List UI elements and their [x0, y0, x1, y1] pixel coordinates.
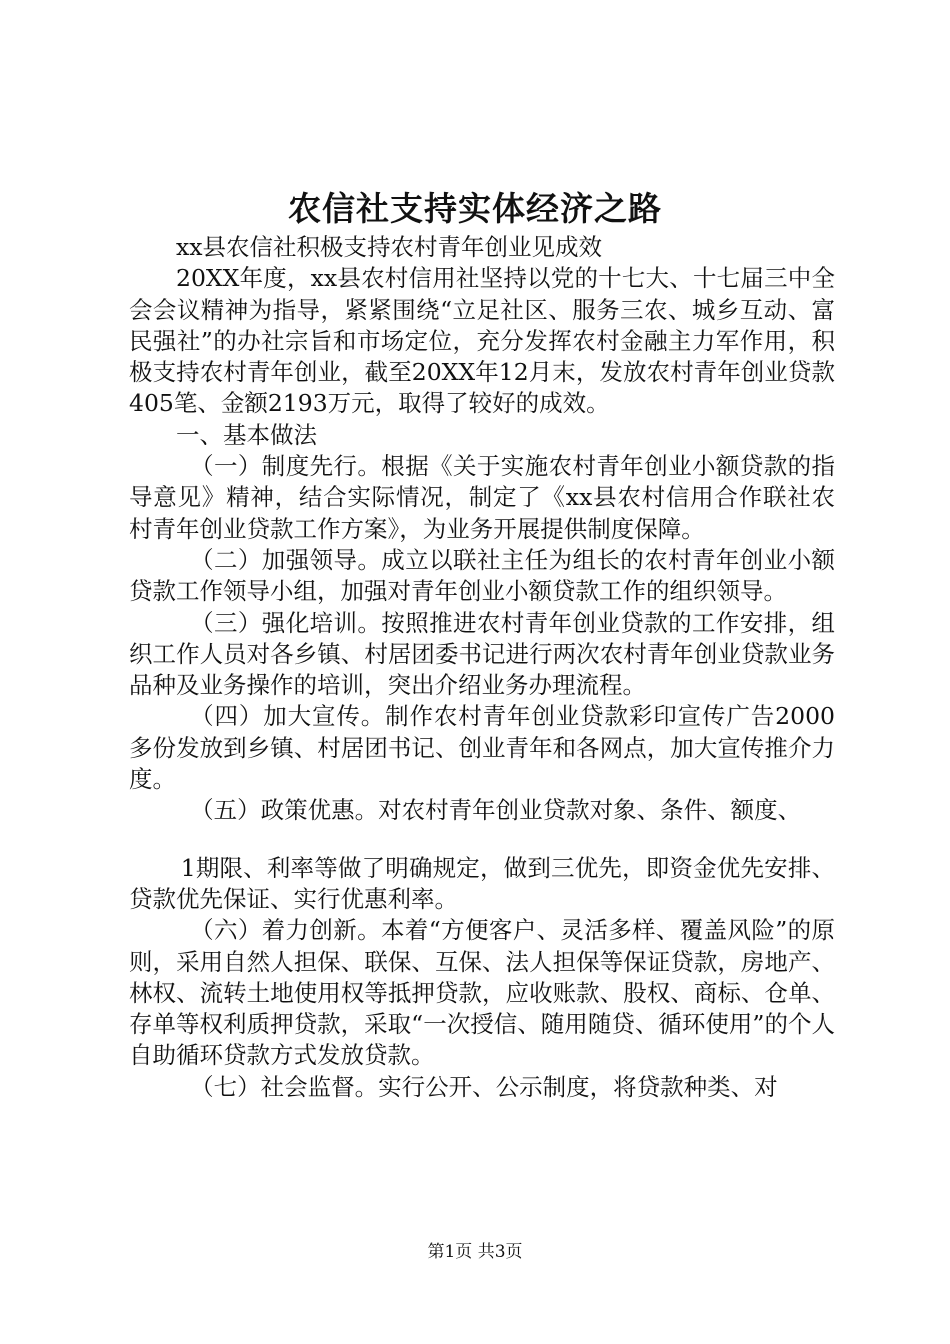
- document-body: [129, 232, 835, 1103]
- document-title: 农信社支持实体经济之路: [288, 189, 662, 228]
- paragraph-item-1: （一）制度先行。根据《关于实施农村青年创业小额贷款的指导意见》精神，结合实际情况，制定了《xx县农村信用合作联社农村青年创业贷款工作方案》，为业务开展提供制度保障。: [129, 452, 835, 543]
- intro-paragraph: 20XX年度，xx县农村信用社坚持以党的十七大、十七届三中全会会议精神为指导，紧紧围绕“立足社区、服务三农、城乡互动、富民强社”的办社宗旨和市场定位，充分发挥农村金融主力军作用，积极支持农村青年创业，截至20XX年12月末，发放农村青年创业贷款405笔、金额2193万元，取得了较好的成效。: [129, 264, 835, 418]
- paragraph-item-5: （五）政策优惠。对农村青年创业贷款对象、条件、额度、: [190, 796, 802, 825]
- section-heading: 一、基本做法: [176, 420, 317, 449]
- subtitle-paragraph: xx县农信社积极支持农村青年创业见成效: [176, 233, 603, 261]
- paragraph-item-3: （三）强化培训。按照推进农村青年创业贷款的工作安排，组织工作人员对各乡镇、村居团委书记进行两次农村青年创业贷款业务品种及业务操作的培训，突出介绍业务办理流程。: [129, 608, 835, 700]
- paragraph-item-4: （四）加大宣传。制作农村青年创业贷款彩印宣传广告2000多份发放到乡镇、村居团书记、创业青年和各网点，加大宣传推介力度。: [129, 702, 835, 794]
- paragraph-gap: [129, 827, 835, 853]
- paragraph-item-6: （六）着力创新。本着“方便客户、灵活多样、覆盖风险”的原则，采用自然人担保、联保、互保、法人担保等保证贷款，房地产、林权、流转土地使用权等抵押贷款，应收账款、股权、商标、仓单、存单等权利质押贷款，采取“一次授信、随用随贷、循环使用”的个人自助循环贷款方式发放贷款。: [129, 916, 835, 1070]
- paragraph-item-7: （七）社会监督。实行公开、公示制度，将贷款种类、对: [190, 1072, 778, 1101]
- page-footer: 第1页 共3页: [427, 1242, 523, 1262]
- paragraph-item-2: （二）加强领导。成立以联社主任为组长的农村青年创业小额贷款工作领导小组，加强对青年创业小额贷款工作的组织领导。: [129, 545, 835, 606]
- paragraph-item-5-continued: 1期限、利率等做了明确规定，做到三优先，即资金优先安排、贷款优先保证、实行优惠利率。: [129, 853, 835, 913]
